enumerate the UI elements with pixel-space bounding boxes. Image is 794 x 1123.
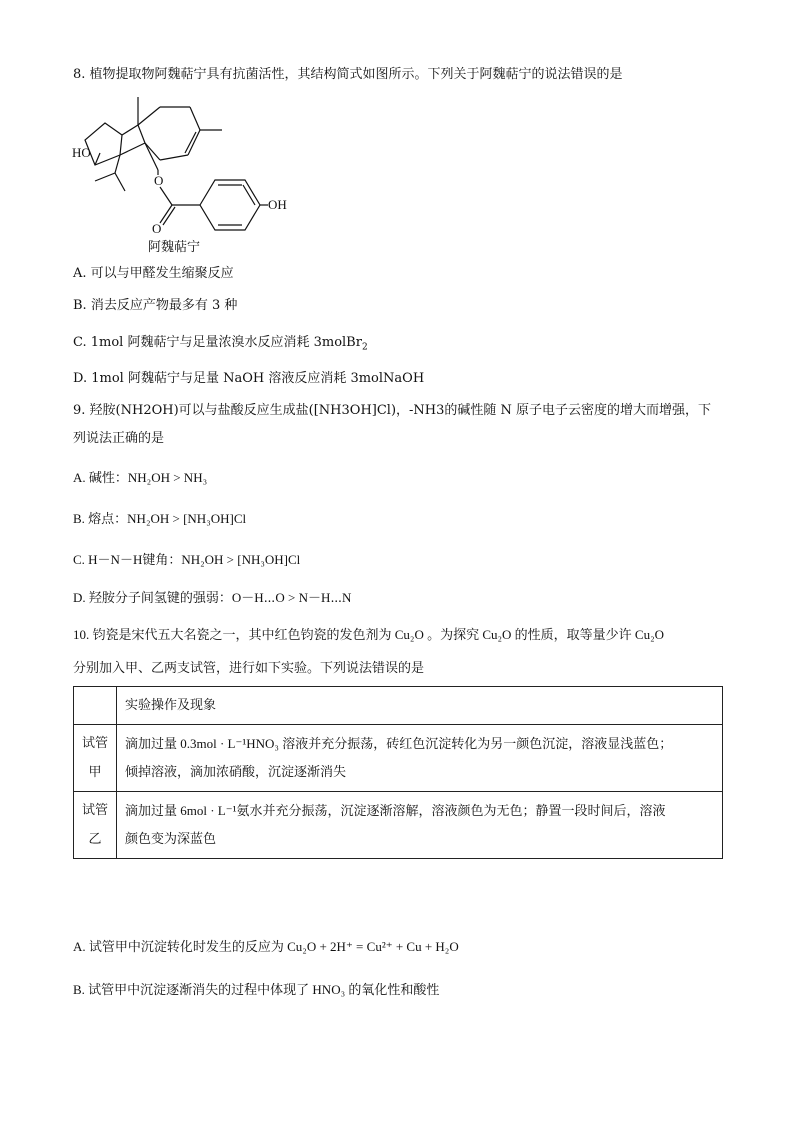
label-oh: OH bbox=[268, 197, 287, 212]
q10-option-b: B. 试管甲中沉淀逐渐消失的过程中体现了 HNO₃ 的氧化性和酸性 bbox=[73, 982, 440, 997]
label-o: O bbox=[154, 173, 164, 188]
q10-stem-line1: 10. 钧瓷是宋代五大名瓷之一，其中红色钧瓷的发色剂为 Cu₂O 。为探究 Cu₂O 的性质，取等量少许 Cu₂O bbox=[73, 627, 665, 642]
q9-option-a: A. 碱性：NH₂OH > NH₃ bbox=[73, 470, 208, 485]
table-header-row bbox=[74, 687, 723, 725]
row1-content: 滴加过量 0.3mol · L⁻¹HNO₃ 溶液并充分振荡，砖红色沉淀转化为另一颜色沉淀，溶液显浅蓝色； 倾掉溶液，滴加浓硝酸，沉淀逐渐消失 bbox=[117, 725, 723, 792]
q8-option-d: D. 1mol 阿魏萜宁与足量 NaOH 溶液反应消耗 3molNaOH bbox=[73, 371, 425, 386]
q10-stem-line2: 分别加入甲、乙两支试管，进行如下实验。下列说法错误的是 bbox=[73, 661, 425, 676]
row1-label: 试管甲 bbox=[74, 725, 117, 792]
experiment-table bbox=[73, 686, 723, 859]
q8-option-b: B. 消去反应产物最多有 3 种 bbox=[73, 298, 238, 313]
table-row bbox=[74, 792, 723, 859]
q9-stem-line1: 9. 羟胺(NH2OH)可以与盐酸反应生成盐([NH3OH]Cl)，-NH3的碱性随 N 原子电子云密度的增大而增强，下 bbox=[73, 403, 712, 418]
row2-content: 滴加过量 6mol · L⁻¹氨水并充分振荡，沉淀逐渐溶解，溶液颜色为无色；静置一段时间后，溶液 颜色变为深蓝色 bbox=[117, 792, 723, 859]
q9-option-c: C. H－N－H键角：NH₂OH > [NH₃OH]Cl bbox=[73, 552, 301, 567]
label-ho: HO bbox=[72, 145, 91, 160]
row2-label: 试管乙 bbox=[74, 792, 117, 859]
figure-caption: 阿魏萜宁 bbox=[148, 240, 201, 255]
q10-option-a: A. 试管甲中沉淀转化时发生的反应为 Cu₂O + 2H⁺ = Cu²⁺ + Cu + H₂O bbox=[73, 939, 459, 954]
molecule-structure bbox=[60, 85, 300, 260]
table-header-empty bbox=[74, 687, 117, 725]
q8-stem: 8. 植物提取物阿魏萜宁具有抗菌活性，其结构简式如图所示。下列关于阿魏萜宁的说法错误的是 bbox=[73, 67, 623, 82]
table-header: 实验操作及现象 bbox=[117, 687, 723, 725]
table-row bbox=[74, 725, 723, 792]
q9-stem-line2: 列说法正确的是 bbox=[73, 431, 165, 446]
q9-option-b: B. 熔点：NH₂OH > [NH₃OH]Cl bbox=[73, 511, 247, 526]
label-o-carbonyl: O bbox=[152, 221, 162, 236]
q9-option-d: D. 羟胺分子间氢键的强弱：O－H⋯O > N－H⋯N bbox=[73, 590, 352, 605]
q8-option-a: A. 可以与甲醛发生缩聚反应 bbox=[73, 266, 234, 281]
q8-option-c: C. 1mol 阿魏萜宁与足量浓溴水反应消耗 3molBr$_2$ bbox=[73, 335, 368, 353]
